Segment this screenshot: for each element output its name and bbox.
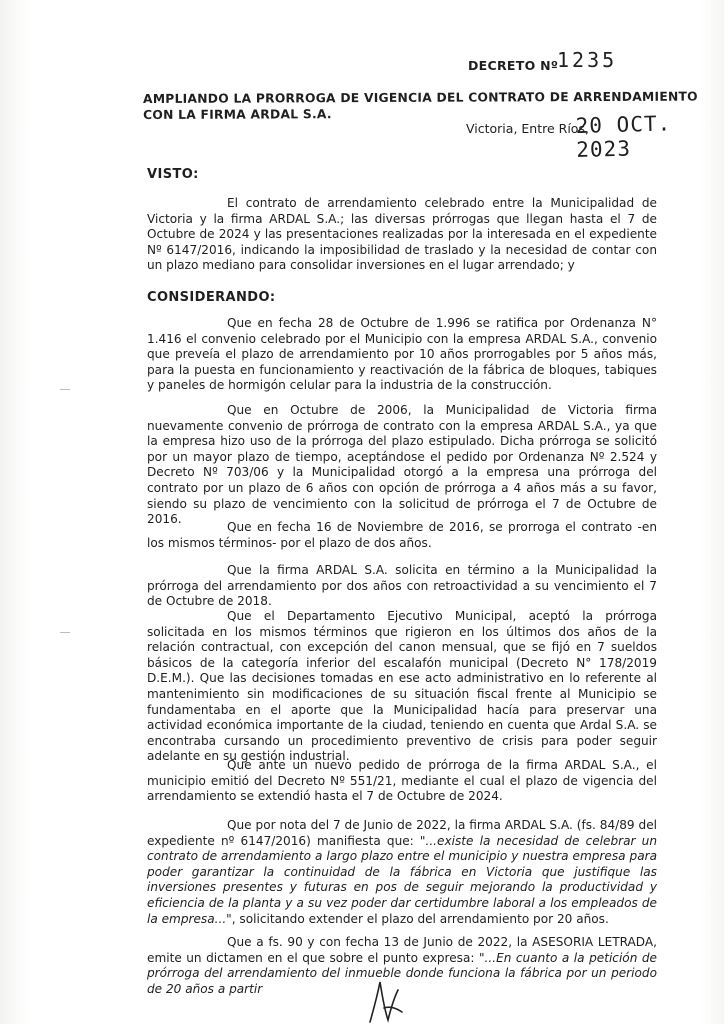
paragraph-7-intro: Que por nota del 7 de Junio de 2022, la firma ARDAL S.A. (fs. 84/89 del expediente nº 6147/2016) manifiesta que: " [147, 818, 657, 848]
considerando-paragraph-7 [147, 818, 657, 927]
considerando-paragraph-4: Que la firma ARDAL S.A. solicita en término a la Municipalidad la prórroga del arrendamiento por dos años con retroactividad a su vencimiento el 7 de Octubre de 2018. [147, 563, 657, 609]
visto-paragraph: El contrato de arrendamiento celebrado entre la Municipalidad de Victoria y la firma ARDAL S.A.; las diversas prórrogas que llegan hasta el 7 de Octubre de 2024 y las presentaciones realizadas por la interesada en el expediente Nº 6147/2016, indicando la imposibilidad de traslado y la necesidad de contar con un plazo mediano para consolidar inversiones en el lugar arrendado; y [147, 196, 657, 273]
decree-label: DECRETO Nº [468, 58, 559, 73]
considerando-paragraph-3: Que en fecha 16 de Noviembre de 2016, se prorroga el contrato -en los mismos términos- por el plazo de dos años. [147, 520, 657, 550]
title-line-2: CON LA FIRMA ARDAL S.A. [143, 107, 332, 122]
considerando-paragraph-5: Que el Departamento Ejecutivo Municipal, aceptó la prórroga solicitada en los mismos términos que rigieron en los últimos dos años de la relación contractual, con excepción del canon mensual, que se fijó en 7 sueldos básicos de la categoría inferior del escalafón municipal (Decreto N° 178/2019 D.E.M.). Que las decisiones tomadas en ese acto administrativo en lo referente al mantenimiento sin modificaciones de su situación fiscal frente al Municipio se fundamentaba en el aporte que la Municipalidad hacía para preservar una actividad económica importante de la ciudad, teniendo en cuenta que Ardal S.A. se encontraba cursando un procedimiento preventivo de crisis para poder seguir adelante en su gestión industrial. [147, 609, 657, 764]
considerando-paragraph-1: Que en fecha 28 de Octubre de 1.996 se ratifica por Ordenanza N° 1.416 el convenio celebrado por el Municipio con la empresa ARDAL S.A., convenio que preveía el plazo de arrendamiento por 10 años prorrogables por 5 años más, para la puesta en funcionamiento y reactivación de la fábrica de bloques, tabiques y paneles de hormigón celular para la industria de la construcción. [147, 316, 657, 393]
paragraph-8-intro: Que a fs. 90 y con fecha 13 de Junio de 2022, la ASESORIA LETRADA, emite un dictamen en el que sobre el punto expresa: " [147, 935, 657, 965]
place-text: Victoria, Entre Ríos, [466, 121, 589, 136]
scan-edge-mark [60, 632, 70, 633]
scan-edge-mark [60, 389, 70, 390]
considerando-paragraph-6: Que ante un nuevo pedido de prórroga de la firma ARDAL S.A., el municipio emitió del Decreto Nº 551/21, mediante el cual el plazo de vigencia del arrendamiento se extendió hasta el 7 de Octubre de 2024. [147, 758, 657, 804]
considerando-heading: CONSIDERANDO: [147, 290, 276, 305]
paragraph-7-quote: ...existe la necesidad de celebrar un contrato de arrendamiento a largo plazo entre el municipio y nuestra empresa para poder garantizar la continuidad de la fábrica en Victoria que justifique las inversiones presentes y futuras en pos de seguir mejorando la productividad y eficiencia de la planta y a su vez poder dar certidumbre laboral a los empleados de la empresa... [147, 833, 657, 926]
title-line-1: AMPLIANDO LA PRORROGA DE VIGENCIA DEL CONTRATO DE ARRENDAMIENTO [143, 89, 698, 106]
visto-heading: VISTO: [147, 167, 199, 182]
handwritten-date: 20 OCT. 2023 [575, 111, 672, 162]
considerando-paragraph-2: Que en Octubre de 2006, la Municipalidad de Victoria firma nuevamente convenio de prórroga de contrato con la empresa ARDAL S.A., ya que la empresa hizo uso de la prórroga del plazo estipulado. Dicha prórroga se solicitó por un mayor plazo de tiempo, aceptándose el pedido por Ordenanza Nº 2.524 y Decreto Nº 703/06 y la Municipalidad otorgó a la empresa una prórroga del contrato por un plazo de 6 años con opción de prórroga a 4 años más a su favor, siendo su plazo de vencimiento con la solicitud de prórroga el 7 de Octubre de 2016. [147, 403, 657, 527]
signature-mark [360, 978, 420, 1024]
paragraph-8-quote: ...En cuanto a la petición de prórroga del arrendamiento del inmueble donde funciona la fábrica por un periodo de 20 años a partir [147, 950, 657, 996]
paragraph-7-close: ", solicitando extender el plazo del arrendamiento por 20 años. [226, 911, 609, 926]
decree-number: 1235 [557, 48, 618, 72]
